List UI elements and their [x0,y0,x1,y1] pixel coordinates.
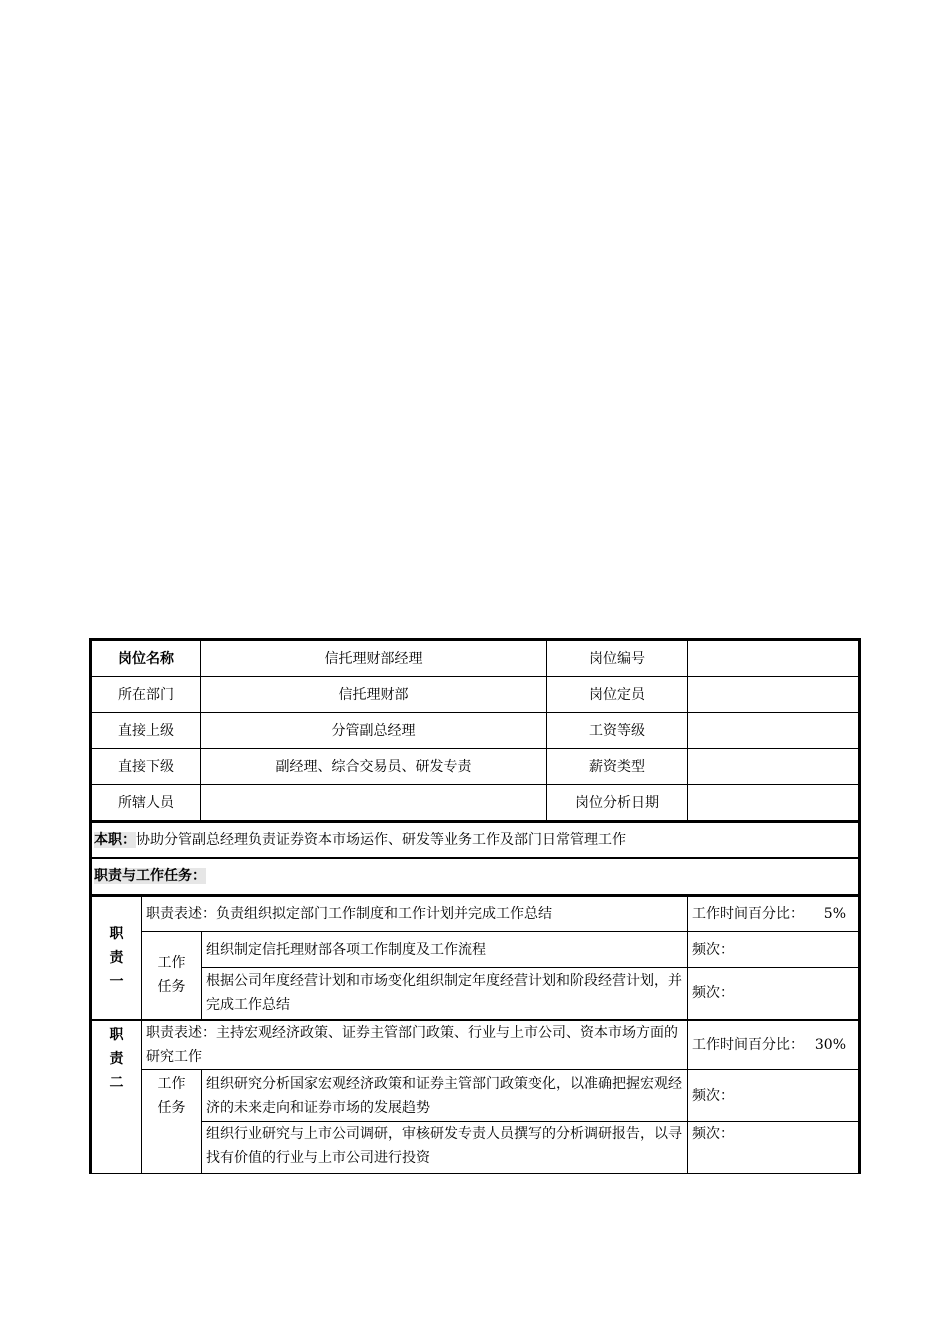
info-row [92,677,859,713]
duty-percent [688,1020,859,1070]
percent-label: 工作时间百分比： [692,905,804,922]
info-value2 [688,749,859,785]
info-value [201,785,547,821]
task-row [92,1122,859,1174]
duty-summary-label: 本职： [94,832,136,848]
task-label-line: 任务 [157,979,186,996]
duties-table [91,895,859,1175]
duty-label-char: 责 [109,1050,124,1067]
duty-summary-cell [92,822,859,858]
percent-label: 工作时间百分比： [692,1036,804,1053]
duty-label-char: 二 [109,1074,124,1091]
info-value: 信托理财部 [201,677,547,713]
info-label: 岗位名称 [92,641,201,677]
duties-header: 职责与工作任务： [94,868,206,885]
duty-label-char: 职 [109,925,124,942]
summary-table [91,821,859,895]
info-label2: 岗位编号 [547,641,688,677]
info-label: 所在部门 [92,677,201,713]
duty-label-char: 职 [109,1026,124,1043]
duty-statement-row [92,1020,859,1070]
task-label-line: 任务 [157,1100,186,1116]
task-frequency: 频次： [688,932,859,968]
task-frequency: 频次： [688,1070,859,1122]
info-value: 副经理、综合交易员、研发专责 [201,749,547,785]
percent-value: 5% [823,905,846,922]
task-frequency: 频次： [688,968,859,1020]
duty-summary-row [92,822,859,858]
info-label2: 薪资类型 [547,749,688,785]
info-label2: 岗位分析日期 [547,785,688,821]
task-text: 根据公司年度经营计划和市场变化组织制定年度经营计划和阶段经营计划，并完成工作总结 [202,968,688,1020]
duty-statement: 职责表述：主持宏观经济政策、证券主管部门政策、行业与上市公司、资本市场方面的研究工作 [142,1020,688,1070]
info-value2 [688,785,859,821]
info-row [92,713,859,749]
task-text: 组织研究分析国家宏观经济政策和证券主管部门政策变化，以准确把握宏观经济的未来走向和证券市场的发展趋势 [202,1070,688,1122]
duty-percent [688,896,859,932]
info-row [92,641,859,677]
job-description-table [89,638,861,1174]
task-label-line: 工作 [157,1076,186,1092]
task-row [92,968,859,1020]
task-label [142,932,202,1020]
info-label2: 岗位定员 [547,677,688,713]
info-row [92,749,859,785]
duty-statement: 职责表述：负责组织拟定部门工作制度和工作计划并完成工作总结 [142,896,688,932]
task-label [142,1070,202,1174]
info-label: 所辖人员 [92,785,201,821]
task-frequency: 频次： [688,1122,859,1174]
task-row [92,932,859,968]
percent-value: 30% [814,1036,846,1053]
info-value: 信托理财部经理 [201,641,547,677]
info-value: 分管副总经理 [201,713,547,749]
duty-statement-row [92,896,859,932]
info-value2 [688,677,859,713]
info-label2: 工资等级 [547,713,688,749]
task-text: 组织行业研究与上市公司调研，审核研发专责人员撰写的分析调研报告，以寻找有价值的行业与上市公司进行投资 [202,1122,688,1174]
info-value2 [688,641,859,677]
duty-summary-text: 协助分管副总经理负责证券资本市场运作、研发等业务工作及部门日常管理工作 [136,832,626,848]
task-row [92,1070,859,1122]
info-value2 [688,713,859,749]
info-label: 直接上级 [92,713,201,749]
duty-label-char: 一 [109,973,124,990]
task-text: 组织制定信托理财部各项工作制度及工作流程 [202,932,688,968]
duties-header-cell [92,858,859,894]
info-label: 直接下级 [92,749,201,785]
duties-header-row [92,858,859,894]
info-table [91,640,859,821]
task-label-line: 工作 [157,955,186,972]
info-row [92,785,859,821]
duty-label [92,896,142,1020]
duty-label [92,1020,142,1174]
duty-label-char: 责 [109,949,124,966]
